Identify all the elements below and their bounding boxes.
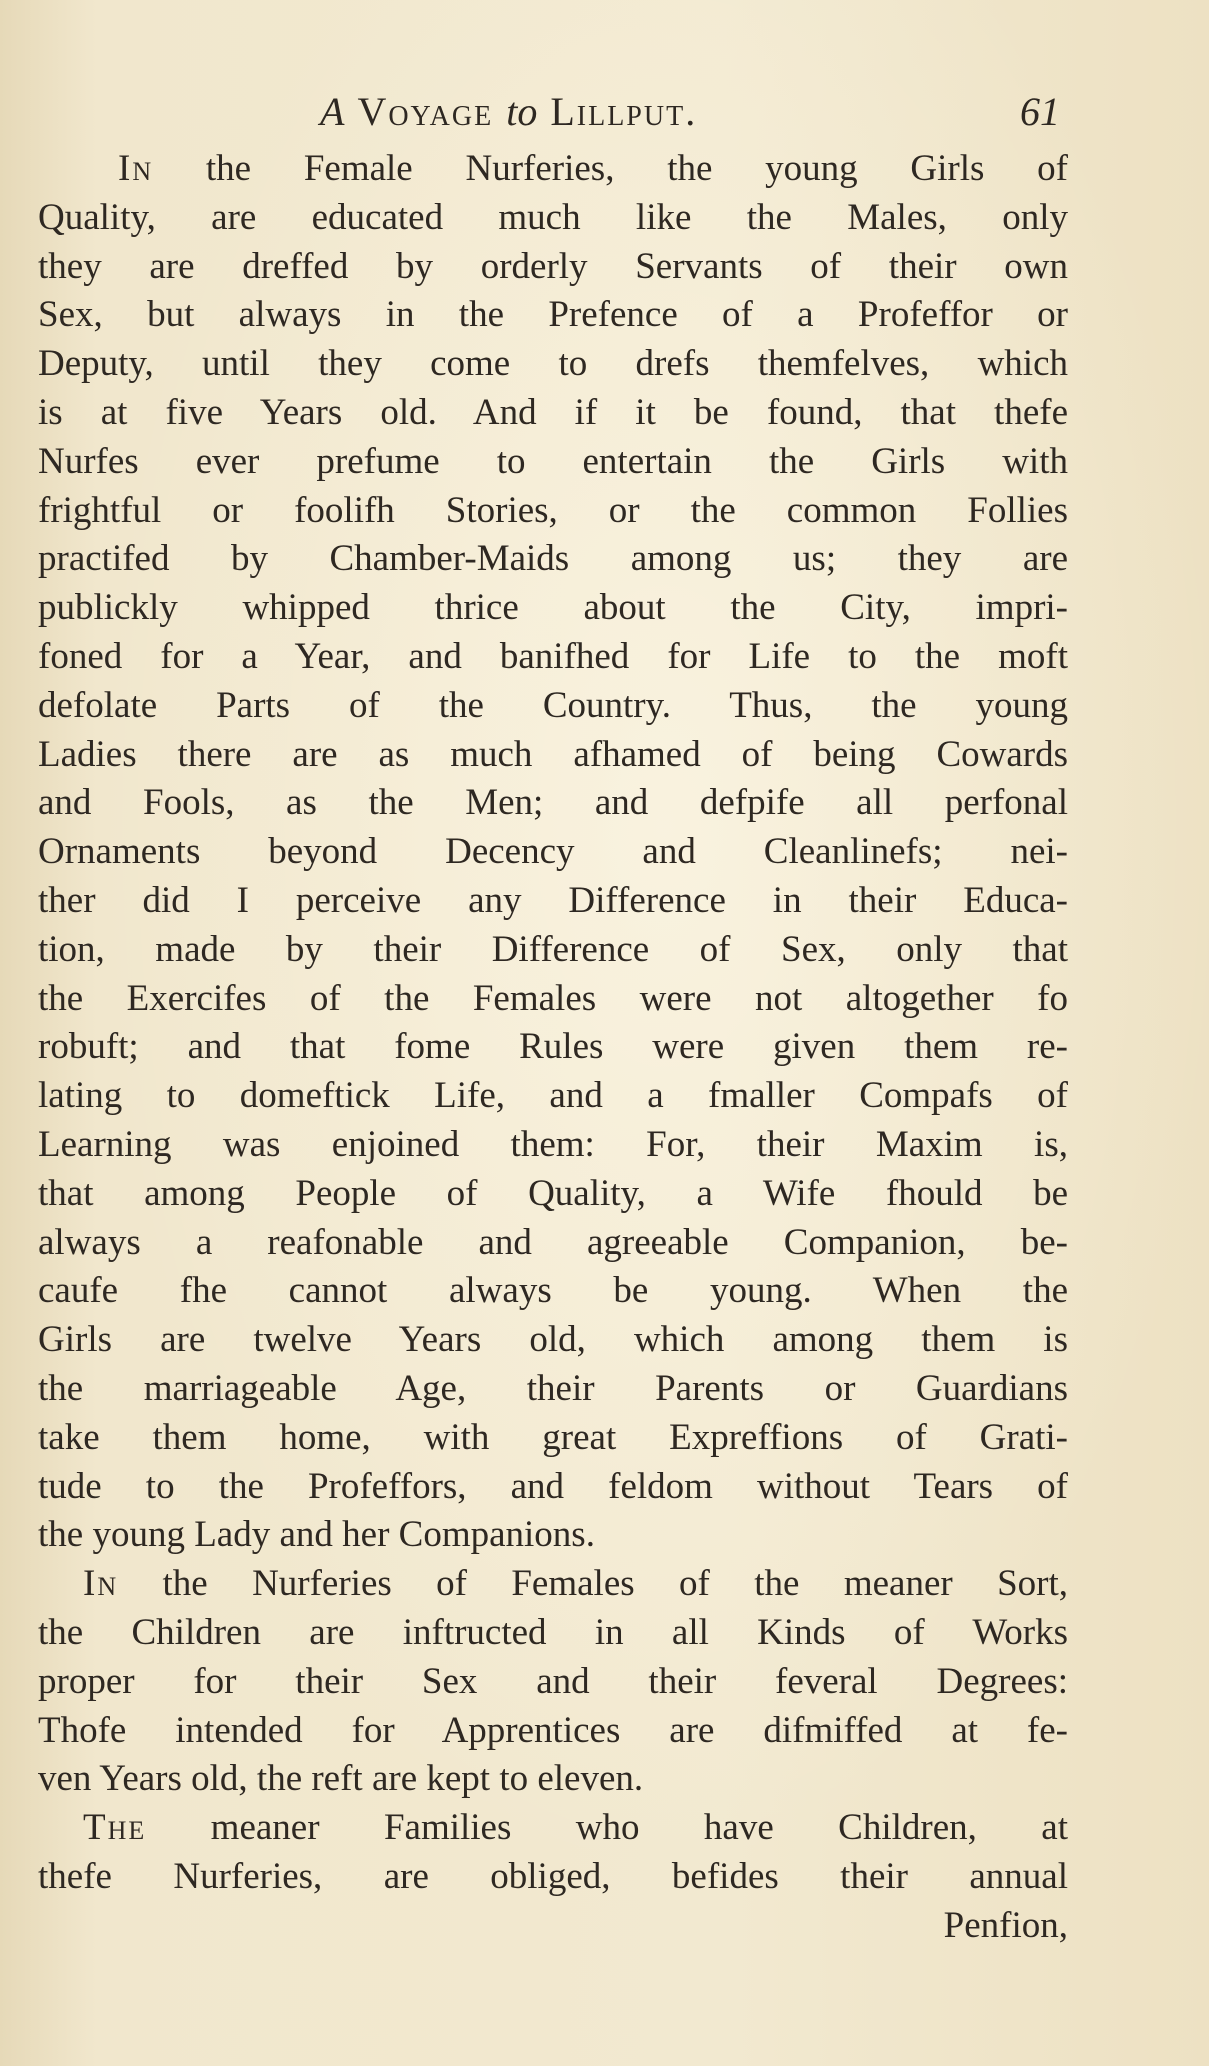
running-title-article: A [320, 89, 345, 134]
text-line [38, 926, 1068, 975]
text-line [38, 145, 1068, 194]
text-line [38, 975, 1068, 1024]
text-line-content: meaner Families who have Children, at [146, 1807, 1068, 1849]
text-line [38, 1609, 1068, 1658]
text-line-content: Deputy, until they come to drefs themfelves, which [38, 343, 1068, 385]
text-line-content: frightful or foolifh Stories, or the common Follies [38, 489, 1068, 531]
text-line-content: Thofe intended for Apprentices are difmiffed at fe- [38, 1709, 1068, 1751]
text-line-content: Quality, are educated much like the Males, only [38, 196, 1068, 238]
text-line [38, 1365, 1068, 1414]
text-line [38, 1267, 1068, 1316]
text-line [38, 1463, 1068, 1512]
text-line-content: the Nurferies of Females of the meaner Sort, [118, 1563, 1068, 1605]
text-line-content: the Female Nurferies, the young Girls of [153, 148, 1068, 189]
text-line-content: tude to the Profeffors, and feldom without Tears of [38, 1465, 1068, 1507]
text-line-content: Learning was enjoined them: For, their Maxim is, [38, 1123, 1068, 1165]
text-line-content: the Exercifes of the Females were not altogether fo [38, 977, 1068, 1019]
text-line-content: take them home, with great Expreffions of Grati- [38, 1416, 1068, 1458]
text-line-content: publickly whipped thrice about the City, impri- [38, 587, 1068, 629]
text-line-content: proper for their Sex and their feveral Degrees: [38, 1660, 1068, 1702]
text-line-content: Ornaments beyond Decency and Cleanlinefs; nei- [38, 831, 1068, 873]
text-line [38, 1121, 1068, 1170]
text-line [38, 438, 1068, 487]
text-line-content: and Fools, as the Men; and defpife all perfonal [38, 782, 1068, 824]
text-line [38, 291, 1068, 340]
text-line-content: thefe Nurferies, are obliged, befides their annual [38, 1855, 1068, 1897]
text-line-content: Ladies there are as much afhamed of being Cowards [38, 733, 1068, 775]
body-text [38, 145, 1068, 1950]
text-line-content: the Children are inftructed in all Kinds of Works [38, 1611, 1068, 1653]
text-line-content: lating to domeftick Life, and a fmaller Compafs of [38, 1075, 1068, 1117]
text-line-content: robuft; and that fome Rules were given them re- [38, 1026, 1068, 1068]
text-line [38, 487, 1068, 536]
text-line [38, 1658, 1068, 1707]
text-line [38, 877, 1068, 926]
text-line-content: they are dreffed by orderly Servants of their own [38, 245, 1068, 287]
paragraph-lead-word: The [83, 1807, 147, 1849]
text-line [38, 731, 1068, 780]
text-line [38, 194, 1068, 243]
text-line-content: ven Years old, the reft are kept to eleven. [38, 1758, 644, 1800]
paragraph-lead-word: In [83, 1563, 119, 1605]
text-line [38, 1902, 1068, 1951]
text-line [38, 1804, 1068, 1853]
text-line-content: Penfion, [943, 1904, 1068, 1946]
text-line-content: is at five Years old. And if it be found, that thefe [38, 391, 1068, 433]
text-line [38, 1023, 1068, 1072]
text-line [38, 1170, 1068, 1219]
text-line [38, 243, 1068, 292]
text-line [38, 779, 1068, 828]
running-header [320, 88, 1060, 138]
text-line-content: defolate Parts of the Country. Thus, the young [38, 684, 1068, 726]
text-line [38, 1755, 1068, 1804]
text-line [38, 1511, 1068, 1560]
text-line [38, 1219, 1068, 1268]
text-line-content: foned for a Year, and banifhed for Life to the moft [38, 635, 1068, 677]
text-line [38, 682, 1068, 731]
running-title [320, 88, 697, 135]
text-line [38, 389, 1068, 438]
text-line [38, 828, 1068, 877]
text-line [38, 1316, 1068, 1365]
text-line [38, 1560, 1068, 1609]
text-line [38, 1072, 1068, 1121]
text-line-content: the marriageable Age, their Parents or Guardians [38, 1367, 1068, 1409]
text-line-content: tion, made by their Difference of Sex, only that [38, 928, 1068, 970]
text-line-content: always a reafonable and agreeable Companion, be- [38, 1221, 1068, 1263]
running-title-to: to [506, 89, 538, 134]
text-line [38, 1707, 1068, 1756]
text-line-content: Girls are twelve Years old, which among them is [38, 1319, 1068, 1361]
running-title-lillput: Lillput. [550, 89, 698, 134]
text-line [38, 633, 1068, 682]
text-line [38, 340, 1068, 389]
page-number: 61 [1020, 89, 1060, 134]
text-line [38, 584, 1068, 633]
text-line-content: ther did I perceive any Difference in their Educa- [38, 879, 1068, 921]
text-line-content: Nurfes ever prefume to entertain the Girls with [38, 440, 1068, 482]
text-line [38, 1853, 1068, 1902]
text-line [38, 535, 1068, 584]
text-line-content: caufe fhe cannot always be young. When the [38, 1270, 1068, 1312]
running-title-voyage: Voyage [357, 89, 494, 134]
text-line-content: the young Lady and her Companions. [38, 1514, 595, 1556]
text-line-content: that among People of Quality, a Wife fhould be [38, 1172, 1068, 1214]
text-line-content: practifed by Chamber-Maids among us; they are [38, 538, 1068, 580]
paragraph-lead-word: In [118, 148, 154, 189]
text-line-content: Sex, but always in the Prefence of a Profeffor or [38, 294, 1068, 336]
text-line [38, 1414, 1068, 1463]
